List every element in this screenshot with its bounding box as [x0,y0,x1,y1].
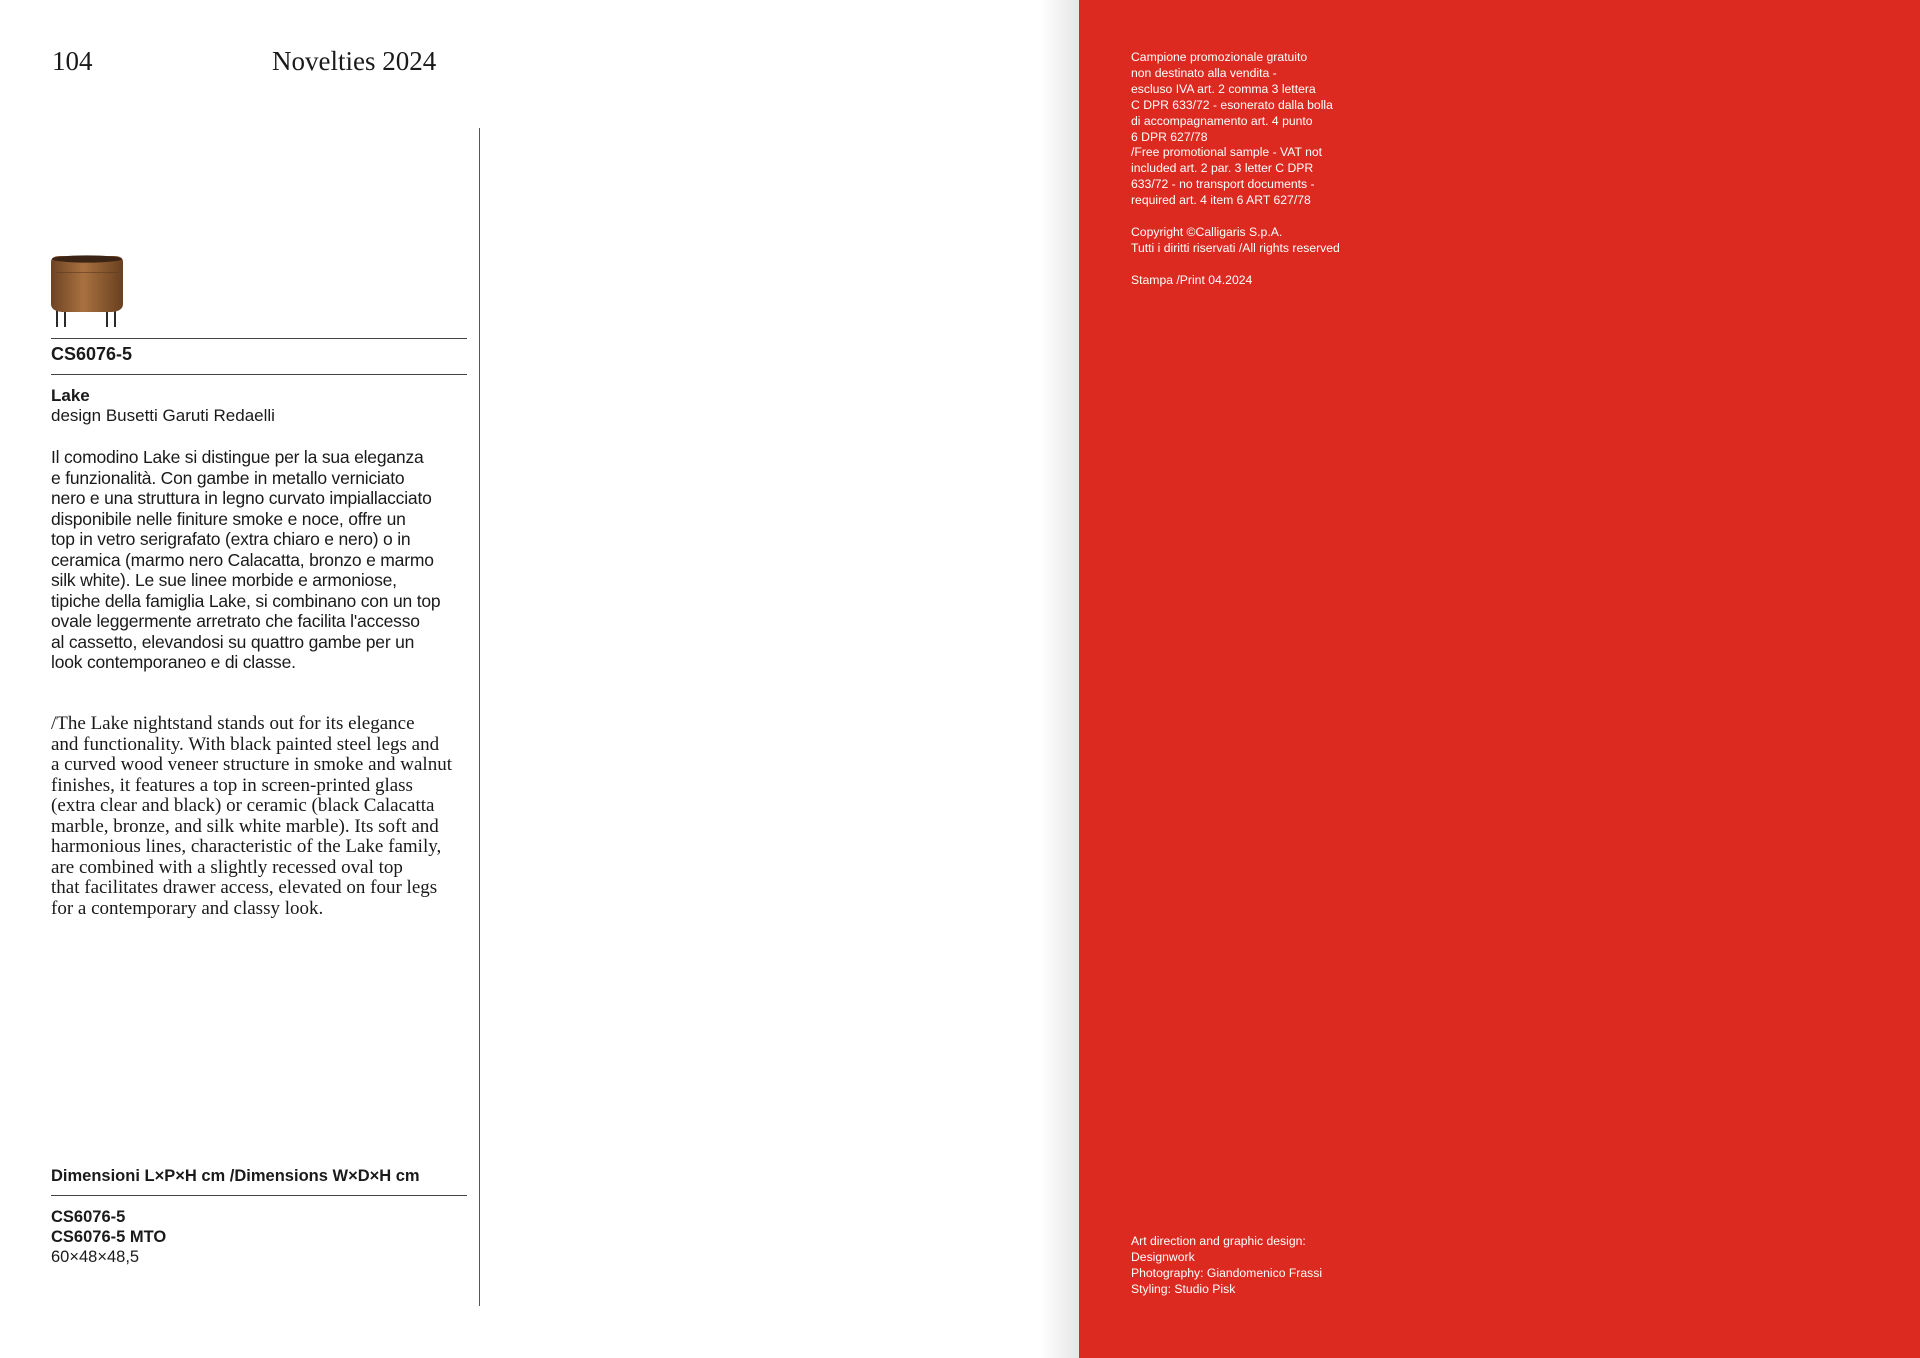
colophon [1131,50,1340,289]
colophon-line: C DPR 633/72 - esonerato dalla bolla [1131,97,1333,112]
description-line: a curved wood veneer structure in smoke and walnut [51,754,452,775]
dimensions-code-mto: CS6076-5 MTO [51,1228,167,1246]
dimensions-code: CS6076-5 [51,1208,126,1226]
colophon-line: escluso IVA art. 2 comma 3 lettera [1131,81,1316,96]
description-line: ovale leggermente arretrato che facilita l'accesso [51,611,420,631]
description-line: harmonious lines, characteristic of the Lake family, [51,836,442,857]
colophon-line: /Free promotional sample - VAT not [1131,145,1323,160]
description-line: for a contemporary and classy look. [51,897,324,919]
page-number: 104 [52,46,93,76]
description-line: that facilitates drawer access, elevated on four legs [51,877,438,898]
colophon-line: 6 DPR 627/78 [1131,129,1208,144]
product-name: Lake [51,386,90,405]
description-line: e funzionalità. Con gambe in metallo verniciato [51,467,405,488]
colophon-line: required art. 4 item 6 ART 627/78 [1131,193,1311,208]
description-line: finishes, it features a top in screen-printed glass [51,774,413,796]
copyright-line: Copyright ©Calligaris S.p.A. [1131,225,1283,240]
description-line: marble, bronze, and silk white marble). Its soft and [51,815,439,837]
description-line: al cassetto, elevandosi su quattro gambe per un [51,631,415,652]
description-line: ceramica (marmo nero Calacatta, bronzo e marmo [51,549,434,570]
description-line: and functionality. With black painted steel legs and [51,733,440,755]
description-line: top in vetro serigrafato (extra chiaro e nero) o in [51,529,411,549]
divider [51,338,467,339]
product-code: CS6076-5 [51,344,133,364]
description-line: are combined with a slightly recessed oval top [51,856,403,878]
nightstand-image [48,254,128,328]
colophon-line: included art. 2 par. 3 letter C DPR [1131,161,1314,176]
description-line: look contemporaneo e di classe. [51,652,296,672]
description-line: /The Lake nightstand stands out for its elegance [51,713,415,734]
credits-line: Art direction and graphic design: [1131,1234,1306,1248]
colophon-line: 633/72 - no transport documents - [1131,177,1315,192]
dimensions-title: Dimensioni L×P×H cm /Dimensions W×D×H cm [51,1167,420,1185]
spacer [1131,209,1340,225]
colophon-line: non destinato alla vendita - [1131,65,1277,80]
colophon-line: Campione promozionale gratuito [1131,50,1308,64]
description-italian [51,447,481,673]
description-english [51,714,481,919]
description-line: tipiche della famiglia Lake, si combinano con un top [51,590,441,611]
description-line: disponibile nelle finiture smoke e noce, offre un [51,508,406,529]
divider [51,1195,467,1196]
right-page [1079,0,1920,1358]
credits-line: Styling: Studio Pisk [1131,1281,1236,1296]
page-gutter-shadow [1040,0,1080,1358]
colophon-line: di accompagnamento art. 4 punto [1131,113,1313,128]
copyright-line: Tutti i diritti riservati /All rights reserved [1131,240,1340,255]
credits-line: Photography: Giandomenico Frassi [1131,1265,1323,1280]
spacer [1131,257,1340,273]
credits [1131,1234,1322,1298]
description-line: Il comodino Lake si distingue per la sua eleganza [51,447,424,467]
divider [51,374,467,375]
credits-line: Designwork [1131,1249,1195,1264]
description-line: silk white). Le sue linee morbide e armoniose, [51,570,397,590]
dimensions-values: 60×48×48,5 [51,1248,140,1266]
running-title: Novelties 2024 [272,46,437,76]
description-line: nero e una struttura in legno curvato impiallacciato [51,488,432,508]
print-info: Stampa /Print 04.2024 [1131,272,1253,287]
designer-credit: design Busetti Garuti Redaelli [51,406,275,425]
description-line: (extra clear and black) or ceramic (black Calacatta [51,795,435,816]
